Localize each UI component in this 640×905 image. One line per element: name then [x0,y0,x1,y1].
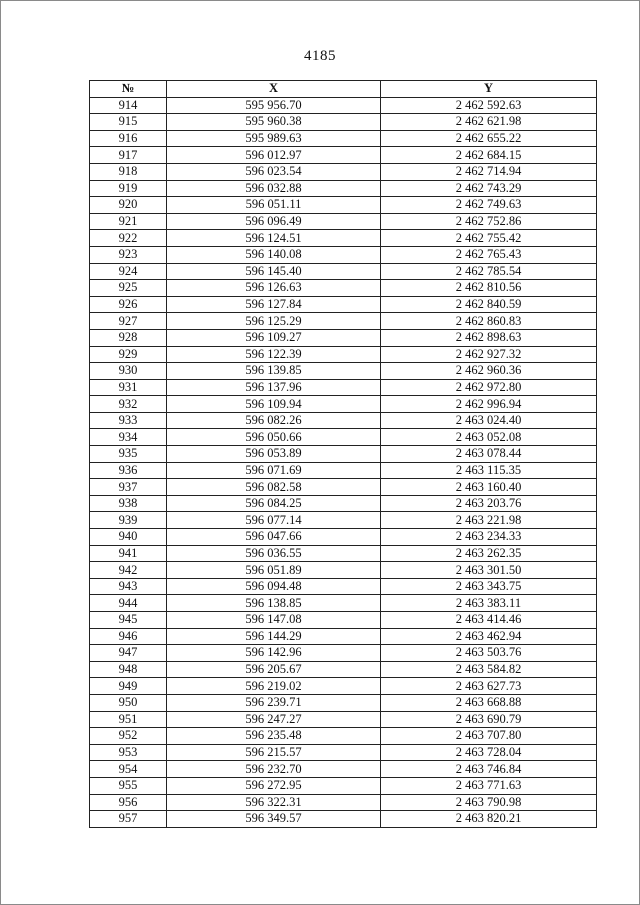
point-number-cell: 938 [90,495,167,512]
table-row [90,379,597,396]
table-row [90,180,597,197]
x-coordinate-cell: 596 137.96 [167,379,381,396]
point-number-cell: 940 [90,529,167,546]
y-coordinate-cell: 2 462 765.43 [381,246,597,263]
y-coordinate-cell: 2 463 668.88 [381,694,597,711]
y-coordinate-cell: 2 463 790.98 [381,794,597,811]
point-number-cell: 956 [90,794,167,811]
point-number-cell: 915 [90,114,167,131]
x-coordinate-cell: 596 071.69 [167,462,381,479]
y-coordinate-cell: 2 462 927.32 [381,346,597,363]
table-row [90,711,597,728]
y-coordinate-cell: 2 463 627.73 [381,678,597,695]
point-number-cell: 921 [90,213,167,230]
table-row [90,446,597,463]
x-coordinate-cell: 596 047.66 [167,529,381,546]
point-number-cell: 919 [90,180,167,197]
y-coordinate-cell: 2 462 972.80 [381,379,597,396]
point-number-cell: 939 [90,512,167,529]
x-coordinate-cell: 596 012.97 [167,147,381,164]
point-number-cell: 944 [90,595,167,612]
point-number-cell: 932 [90,396,167,413]
x-coordinate-cell: 596 023.54 [167,163,381,180]
x-coordinate-cell: 595 960.38 [167,114,381,131]
table-row [90,429,597,446]
y-coordinate-cell: 2 462 785.54 [381,263,597,280]
y-coordinate-cell: 2 462 655.22 [381,130,597,147]
table-row [90,412,597,429]
y-coordinate-cell: 2 463 690.79 [381,711,597,728]
table-row [90,213,597,230]
point-number-cell: 917 [90,147,167,164]
table-row [90,777,597,794]
point-number-cell: 920 [90,197,167,214]
point-number-cell: 946 [90,628,167,645]
y-coordinate-cell: 2 462 684.15 [381,147,597,164]
x-coordinate-cell: 596 077.14 [167,512,381,529]
y-coordinate-cell: 2 463 078.44 [381,446,597,463]
x-coordinate-cell: 596 232.70 [167,761,381,778]
x-coordinate-cell: 596 239.71 [167,694,381,711]
x-coordinate-cell: 596 205.67 [167,661,381,678]
table-row [90,346,597,363]
point-number-cell: 926 [90,296,167,313]
point-number-cell: 933 [90,412,167,429]
page-number: 4185 [304,48,336,64]
x-coordinate-cell: 596 127.84 [167,296,381,313]
y-coordinate-cell: 2 463 221.98 [381,512,597,529]
x-coordinate-cell: 596 272.95 [167,777,381,794]
x-coordinate-cell: 596 145.40 [167,263,381,280]
table-row [90,363,597,380]
x-coordinate-cell: 595 956.70 [167,97,381,114]
table-row [90,246,597,263]
y-coordinate-cell: 2 463 820.21 [381,811,597,828]
point-number-cell: 937 [90,479,167,496]
y-coordinate-cell: 2 463 203.76 [381,495,597,512]
table-row [90,628,597,645]
point-number-cell: 943 [90,578,167,595]
table-row [90,811,597,828]
point-number-cell: 945 [90,612,167,629]
table-row [90,396,597,413]
y-coordinate-cell: 2 463 462.94 [381,628,597,645]
y-coordinate-cell: 2 462 621.98 [381,114,597,131]
point-number-cell: 949 [90,678,167,695]
y-coordinate-cell: 2 463 234.33 [381,529,597,546]
x-coordinate-cell: 596 126.63 [167,280,381,297]
point-number-cell: 934 [90,429,167,446]
table-row [90,114,597,131]
x-coordinate-cell: 596 032.88 [167,180,381,197]
point-number-cell: 950 [90,694,167,711]
point-number-cell: 947 [90,645,167,662]
table-row [90,728,597,745]
y-coordinate-cell: 2 462 755.42 [381,230,597,247]
x-coordinate-cell: 596 140.08 [167,246,381,263]
x-coordinate-cell: 596 215.57 [167,744,381,761]
point-number-cell: 914 [90,97,167,114]
table-row [90,329,597,346]
table-row [90,678,597,695]
x-coordinate-cell: 596 050.66 [167,429,381,446]
table-row [90,97,597,114]
x-coordinate-cell: 596 235.48 [167,728,381,745]
x-coordinate-cell: 595 989.63 [167,130,381,147]
table-row [90,612,597,629]
x-coordinate-cell: 596 082.58 [167,479,381,496]
table-row [90,661,597,678]
y-coordinate-cell: 2 463 383.11 [381,595,597,612]
header-y: Y [381,81,597,98]
table-row [90,230,597,247]
point-number-cell: 925 [90,280,167,297]
table-row [90,296,597,313]
x-coordinate-cell: 596 125.29 [167,313,381,330]
table-row [90,512,597,529]
y-coordinate-cell: 2 462 714.94 [381,163,597,180]
x-coordinate-cell: 596 142.96 [167,645,381,662]
x-coordinate-cell: 596 084.25 [167,495,381,512]
header-number: № [90,81,167,98]
x-coordinate-cell: 596 053.89 [167,446,381,463]
y-coordinate-cell: 2 463 728.04 [381,744,597,761]
x-coordinate-cell: 596 122.39 [167,346,381,363]
x-coordinate-cell: 596 138.85 [167,595,381,612]
table-row [90,578,597,595]
point-number-cell: 916 [90,130,167,147]
y-coordinate-cell: 2 463 052.08 [381,429,597,446]
point-number-cell: 948 [90,661,167,678]
y-coordinate-cell: 2 462 749.63 [381,197,597,214]
y-coordinate-cell: 2 462 840.59 [381,296,597,313]
table-row [90,529,597,546]
coordinates-table [89,80,597,828]
table-row [90,562,597,579]
x-coordinate-cell: 596 147.08 [167,612,381,629]
table-row [90,479,597,496]
table-body [90,97,597,827]
table-row [90,694,597,711]
table-row [90,495,597,512]
y-coordinate-cell: 2 463 024.40 [381,412,597,429]
y-coordinate-cell: 2 462 996.94 [381,396,597,413]
table-row [90,595,597,612]
table-row [90,163,597,180]
y-coordinate-cell: 2 463 503.76 [381,645,597,662]
point-number-cell: 928 [90,329,167,346]
table-row [90,280,597,297]
header-x: X [167,81,381,98]
point-number-cell: 930 [90,363,167,380]
y-coordinate-cell: 2 463 343.75 [381,578,597,595]
y-coordinate-cell: 2 462 898.63 [381,329,597,346]
table-row [90,147,597,164]
point-number-cell: 923 [90,246,167,263]
y-coordinate-cell: 2 463 115.35 [381,462,597,479]
x-coordinate-cell: 596 036.55 [167,545,381,562]
x-coordinate-cell: 596 322.31 [167,794,381,811]
table-row [90,313,597,330]
point-number-cell: 942 [90,562,167,579]
y-coordinate-cell: 2 463 262.35 [381,545,597,562]
y-coordinate-cell: 2 462 860.83 [381,313,597,330]
table-header-row [90,81,597,98]
point-number-cell: 953 [90,744,167,761]
x-coordinate-cell: 596 349.57 [167,811,381,828]
y-coordinate-cell: 2 462 752.86 [381,213,597,230]
table-row [90,744,597,761]
point-number-cell: 927 [90,313,167,330]
point-number-cell: 929 [90,346,167,363]
x-coordinate-cell: 596 051.11 [167,197,381,214]
x-coordinate-cell: 596 082.26 [167,412,381,429]
x-coordinate-cell: 596 124.51 [167,230,381,247]
x-coordinate-cell: 596 247.27 [167,711,381,728]
y-coordinate-cell: 2 463 301.50 [381,562,597,579]
y-coordinate-cell: 2 462 743.29 [381,180,597,197]
point-number-cell: 924 [90,263,167,280]
y-coordinate-cell: 2 463 746.84 [381,761,597,778]
table-row [90,462,597,479]
x-coordinate-cell: 596 139.85 [167,363,381,380]
y-coordinate-cell: 2 463 771.63 [381,777,597,794]
table-row [90,794,597,811]
point-number-cell: 954 [90,761,167,778]
point-number-cell: 957 [90,811,167,828]
y-coordinate-cell: 2 462 810.56 [381,280,597,297]
point-number-cell: 952 [90,728,167,745]
y-coordinate-cell: 2 462 592.63 [381,97,597,114]
point-number-cell: 951 [90,711,167,728]
table-row [90,761,597,778]
x-coordinate-cell: 596 096.49 [167,213,381,230]
table-row [90,130,597,147]
table-row [90,645,597,662]
y-coordinate-cell: 2 463 707.80 [381,728,597,745]
point-number-cell: 941 [90,545,167,562]
y-coordinate-cell: 2 463 584.82 [381,661,597,678]
table-row [90,545,597,562]
point-number-cell: 931 [90,379,167,396]
point-number-cell: 955 [90,777,167,794]
point-number-cell: 922 [90,230,167,247]
x-coordinate-cell: 596 051.89 [167,562,381,579]
x-coordinate-cell: 596 144.29 [167,628,381,645]
y-coordinate-cell: 2 463 160.40 [381,479,597,496]
x-coordinate-cell: 596 109.27 [167,329,381,346]
table-row [90,197,597,214]
y-coordinate-cell: 2 462 960.36 [381,363,597,380]
point-number-cell: 935 [90,446,167,463]
point-number-cell: 918 [90,163,167,180]
x-coordinate-cell: 596 109.94 [167,396,381,413]
point-number-cell: 936 [90,462,167,479]
y-coordinate-cell: 2 463 414.46 [381,612,597,629]
table-row [90,263,597,280]
x-coordinate-cell: 596 219.02 [167,678,381,695]
x-coordinate-cell: 596 094.48 [167,578,381,595]
